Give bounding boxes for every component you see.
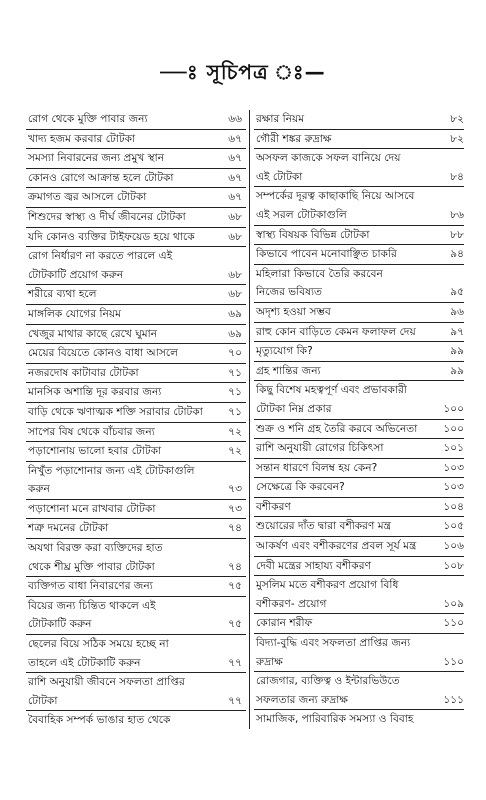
toc-entry xyxy=(254,168,464,188)
toc-entry-page: ৮৬ xyxy=(450,208,464,221)
toc-entry-text: খেজুর মাথার কাছে রেখে ঘুমান xyxy=(28,327,158,340)
toc-entry xyxy=(254,245,464,265)
toc-entry xyxy=(26,364,246,384)
toc-entry-page: ৭২ xyxy=(228,425,242,438)
toc-entry xyxy=(26,149,246,169)
toc-entry-text: রোজগার, ব্যক্তিত্ব ও ইন্টারভিউতে xyxy=(256,675,400,688)
toc-entry-text: খাদ্য হজম করবার টোটকা xyxy=(28,132,136,145)
toc-entry-page: ৭৫ xyxy=(228,580,242,593)
toc-entry-text: রাশি অনুযায়ী জীবনে সফলতা প্রাপ্তির xyxy=(28,676,185,689)
toc-entry-text: বাড়ি থেকে ঋণাত্মক শক্তি সরাবার টোটকা xyxy=(28,405,203,418)
toc-entry xyxy=(26,462,246,481)
toc-entry xyxy=(26,305,246,325)
toc-entry-text: কিছু বিশেষ মহত্বপূর্ণ এবং প্রভাবকারী xyxy=(256,384,407,397)
toc-entry-text: স্বাস্থ্য বিষয়ক বিভিন্ন টোটকা xyxy=(256,228,370,241)
toc-entry-text: শুক্র ও শনি গ্রহ তৈরি করবে অভিনেতা xyxy=(256,422,418,435)
toc-entry xyxy=(26,673,246,692)
toc-entry xyxy=(254,323,464,343)
toc-entry-page: ১০৩ xyxy=(443,461,464,474)
toc-entry-page: ৭৩ xyxy=(228,502,242,515)
toc-entry-text: রুদ্রাক্ষ xyxy=(256,655,283,668)
toc-title: —ঃ সূচিপত্র ঃ— xyxy=(160,60,326,84)
toc-entry xyxy=(254,653,464,673)
toc-entry-page: ১১১ xyxy=(443,693,464,706)
toc-entry-page: ৭২ xyxy=(228,445,242,458)
toc-entry xyxy=(26,423,246,443)
toc-entry-page: ৭৪ xyxy=(228,522,242,535)
toc-entry-page: ১০৩ xyxy=(443,481,464,494)
toc-entry xyxy=(26,692,246,712)
toc-entry-text: বশীকরণ- প্রয়োগ xyxy=(256,597,327,610)
toc-entry-page: ৯৭ xyxy=(450,325,464,338)
toc-entry xyxy=(254,595,464,615)
toc-entry-text: কিভাবে পাবেন মনোবাঞ্ছিত চাকরি xyxy=(256,248,397,261)
toc-entry xyxy=(254,517,464,537)
toc-entry-text: মাঙ্গলিক যোগের নিয়ম xyxy=(28,307,122,320)
toc-entry xyxy=(254,439,464,459)
toc-entry-text: বশীকরণ xyxy=(256,500,291,513)
toc-entry-page: ১০৪ xyxy=(443,500,464,513)
toc-entry xyxy=(254,614,464,634)
toc-entry xyxy=(26,325,246,345)
toc-entry-text: বিয়ের জন্য চিন্তিত থাকলে এই xyxy=(28,599,156,612)
toc-entry-text: আকর্ষণ এবং বশীকরণের প্রবল সূর্য মন্ত্র xyxy=(256,540,417,553)
toc-entry-page: ১১০ xyxy=(443,655,464,668)
toc-entry xyxy=(254,498,464,518)
toc-entry-page: ৬৭ xyxy=(228,171,242,184)
toc-entry-text: মানসিক অশান্তি দূর করবার জন্য xyxy=(28,386,162,399)
toc-entry-text: অদৃশ্য হওয়া সম্ভব xyxy=(256,305,331,318)
toc-entry-page: ৯৫ xyxy=(450,286,464,299)
toc-entry-text: পড়াশোনায় ভালো হবার টোটকা xyxy=(28,445,162,458)
toc-entry-page: ১০৫ xyxy=(443,520,464,533)
toc-entry-text: রাহু কোন বাড়িতে কেমন ফলাফল দেয় xyxy=(256,325,416,338)
toc-entry xyxy=(26,500,246,520)
toc-entry-text: গৌরী শঙ্কর রুদ্রাক্ষ xyxy=(256,132,332,145)
toc-entry xyxy=(26,344,246,364)
toc-entry-text: মৃত্যুযোগ কি? xyxy=(256,345,313,358)
toc-entry xyxy=(26,130,246,150)
toc-entry-text: সমস্যা নিবারনের জন্য প্রমুখ স্থান xyxy=(28,152,165,165)
toc-entry-text: নিজের ভবিষ্যত xyxy=(256,286,322,299)
toc-entry xyxy=(254,478,464,498)
toc-entry-page: ৮৮ xyxy=(450,228,464,241)
toc-entry-text: করুন xyxy=(28,483,50,496)
toc-entry-page: ৮২ xyxy=(450,113,464,125)
toc-entry-page: ৬৮ xyxy=(228,288,242,301)
toc-entry-text: থেকে শীঘ্র মুক্তি পাবার টোটকা xyxy=(28,560,155,573)
toc-entry-text: সাপের বিষ থেকে বাঁচবার জন্য xyxy=(28,425,155,438)
toc-entry-text: বিদ্যা-বুদ্ধি এবং সফলতা প্রাপ্তির জন্য xyxy=(256,637,411,650)
toc-entry xyxy=(26,442,246,462)
toc-entry xyxy=(26,266,246,286)
toc-entry-text: টোটকাটি করুন xyxy=(28,618,92,631)
toc-entry xyxy=(254,576,464,595)
toc-entry-page: ৬৭ xyxy=(228,132,242,145)
toc-entry-page: ৯৯ xyxy=(450,345,464,358)
toc-entry xyxy=(254,226,464,246)
toc-entry-page: ৭১ xyxy=(228,386,242,399)
toc-entry-text: কোরান শরীফ xyxy=(256,617,313,630)
toc-entry-page: ৭৪ xyxy=(228,560,242,573)
toc-entry-text: বৈবাহিক সম্পর্ক ভাঙার হাত থেকে xyxy=(28,714,171,727)
toc-entry xyxy=(254,537,464,557)
toc-entry-text: ক্রমাগত জ্বর আসলে টোটকা xyxy=(28,191,147,204)
toc-entry-text: রোগ থেকে মুক্তি পাবার জন্য xyxy=(28,113,148,125)
toc-entry xyxy=(254,557,464,577)
toc-entry xyxy=(254,459,464,479)
toc-entry-text: ব্যক্তিগত বাধা নিবারণের জন্য xyxy=(28,580,153,593)
toc-entry xyxy=(254,400,464,420)
toc-entry xyxy=(254,206,464,226)
toc-entry-text: নিখুঁত পড়াশোনার জন্য এই টোটকাগুলি xyxy=(28,464,195,477)
toc-entry-page: ৮২ xyxy=(450,132,464,145)
toc-entry-page: ৯৬ xyxy=(450,305,464,318)
toc-entry-page: ১১০ xyxy=(443,617,464,630)
toc-entry-text: মেয়ের বিয়েতে কোনও বাধা আসলে xyxy=(28,347,178,360)
toc-entry xyxy=(26,110,246,130)
toc-entry xyxy=(26,480,246,500)
toc-entry xyxy=(254,342,464,362)
toc-entry-text: এই টোটকা xyxy=(256,170,303,183)
toc-entry-page: ৬৭ xyxy=(228,191,242,204)
toc-entry-page: ৭১ xyxy=(228,405,242,418)
toc-entry-page: ৭৭ xyxy=(228,656,242,669)
toc-entry xyxy=(26,597,246,616)
toc-entry-text: নজরদোষ কাটাবার টোটকা xyxy=(28,366,139,379)
toc-entry xyxy=(254,149,464,168)
toc-entry-text: সেক্ষেত্রে কি করবেন? xyxy=(256,481,345,494)
toc-entry xyxy=(26,577,246,597)
toc-entry-text: অযথা বিরক্ত করা ব্যক্তিদের হাত xyxy=(28,542,163,555)
toc-left-column xyxy=(26,110,246,730)
toc-entry xyxy=(254,381,464,400)
toc-entry-page: ৬৬ xyxy=(228,113,242,125)
toc-entry-text: শিশুদের স্বাস্থ্য ও দীর্ঘ জীবনের টোটকা xyxy=(28,210,186,223)
toc-entry-text: এই সরল টোটকাগুলি xyxy=(256,208,347,221)
toc-entry-page: ৬৭ xyxy=(228,152,242,165)
toc-entry-page: ১০৬ xyxy=(443,540,464,553)
toc-entry-page: ১০১ xyxy=(443,442,464,455)
toc-entry-text: টোটকাটি প্রয়োগ করুন xyxy=(28,268,124,281)
toc-entry xyxy=(26,539,246,558)
toc-entry-text: শুয়োরের দাঁত দ্বারা বশীকরণ মন্ত্র xyxy=(256,520,392,533)
toc-entry xyxy=(26,383,246,403)
toc-entry-text: তাহলে এই টোটকাটি করুন xyxy=(28,656,141,669)
toc-entry-page: ৭৫ xyxy=(228,618,242,631)
toc-entry-text: গ্রহ শান্তির জন্য xyxy=(256,364,321,377)
toc-entry-page: ৬৯ xyxy=(228,307,242,320)
toc-entry xyxy=(254,420,464,440)
toc-entry-page: ৯৯ xyxy=(450,364,464,377)
toc-entry-page: ৬৯ xyxy=(228,327,242,340)
toc-entry xyxy=(26,615,246,635)
toc-entry xyxy=(254,672,464,691)
toc-entry xyxy=(254,710,464,729)
toc-entry-text: শরীরে ব্যথা হলে xyxy=(28,288,97,301)
toc-entry-text: মহিলারা কিভাবে তৈরি করবেন xyxy=(256,267,383,280)
toc-entry-page: ১০৯ xyxy=(443,597,464,610)
toc-entry-page: ১০০ xyxy=(443,422,464,435)
toc-entry-page: ৭০ xyxy=(228,347,242,360)
toc-entry-page: ৭৩ xyxy=(228,483,242,496)
toc-entry-text: সফলতার জন্য রুদ্রাক্ষ xyxy=(256,693,348,706)
toc-entry-text: ছেলের বিয়ে সঠিক সময়ে হচ্ছে না xyxy=(28,638,169,651)
toc-entry xyxy=(254,283,464,303)
toc-entry-text: রাশি অনুযায়ী রোগের চিকিৎসা xyxy=(256,442,384,455)
toc-entry-text: মুসলিম মতে বশীকরণ প্রয়োগ বিধি xyxy=(256,579,399,592)
toc-entry-page: ৬৮ xyxy=(228,268,242,281)
toc-entry xyxy=(26,285,246,305)
toc-entry-text: অসফল কাজকে সফল বানিয়ে দেয় xyxy=(256,152,401,165)
toc-entry-text: কোনও রোগে আক্রান্ত হলে টোটকা xyxy=(28,171,174,184)
toc-entry xyxy=(26,558,246,578)
toc-entry-page: ৭৭ xyxy=(228,694,242,707)
toc-entry xyxy=(254,362,464,382)
toc-entry xyxy=(26,519,246,539)
toc-entry-text: যদি কোনও ব্যক্তির টাইফয়েড হয়ে থাকে xyxy=(28,230,195,243)
toc-entry xyxy=(26,228,246,248)
toc-entry xyxy=(254,130,464,150)
toc-entry xyxy=(26,247,246,266)
toc-entry-text: সামাজিক, পারিবারিক সমস্যা ও বিবাহ xyxy=(256,713,414,726)
toc-entry-text: দেবী মন্ত্রের সাহায্য বশীকরণ xyxy=(256,559,371,572)
toc-right-column xyxy=(249,110,464,729)
toc-entry-page: ৭১ xyxy=(228,366,242,379)
toc-entry xyxy=(254,265,464,284)
toc-entry-page: ৮৪ xyxy=(450,170,464,183)
toc-entry-text: সন্তান ধারণে বিলম্ব হয় কেন? xyxy=(256,461,378,474)
toc-entry-page: ১০০ xyxy=(443,402,464,415)
toc-entry-page: ১০৮ xyxy=(443,559,464,572)
toc-entry xyxy=(26,403,246,423)
toc-entry xyxy=(26,654,246,674)
toc-entry-text: রোগ নির্ধারণ না করতে পারলে এই xyxy=(28,250,173,263)
toc-entry-text: পড়াশোনা মনে রাখবার টোটকা xyxy=(28,502,156,515)
toc-entry-page: ৬৮ xyxy=(228,210,242,223)
toc-entry xyxy=(26,711,246,730)
toc-entry-text: টোটকা নিম্ন প্রকার xyxy=(256,402,332,415)
toc-entry xyxy=(254,110,464,130)
toc-entry xyxy=(254,187,464,206)
toc-entry xyxy=(254,634,464,653)
toc-entry xyxy=(26,208,246,228)
toc-entry-text: শত্রু দমনের টোটকা xyxy=(28,522,109,535)
toc-entry-text: টোটকা xyxy=(28,694,58,707)
toc-entry xyxy=(26,188,246,208)
toc-entry xyxy=(26,635,246,654)
toc-entry xyxy=(254,303,464,323)
toc-entry xyxy=(26,169,246,189)
toc-entry xyxy=(254,691,464,711)
toc-entry-page: ৯৪ xyxy=(450,248,464,261)
toc-entry-text: সম্পর্কের দূরত্ব কাছাকাছি নিয়ে আসবে xyxy=(256,190,415,203)
toc-entry-page: ৬৮ xyxy=(228,230,242,243)
toc-entry-text: রক্ষার নিয়ম xyxy=(256,113,305,125)
